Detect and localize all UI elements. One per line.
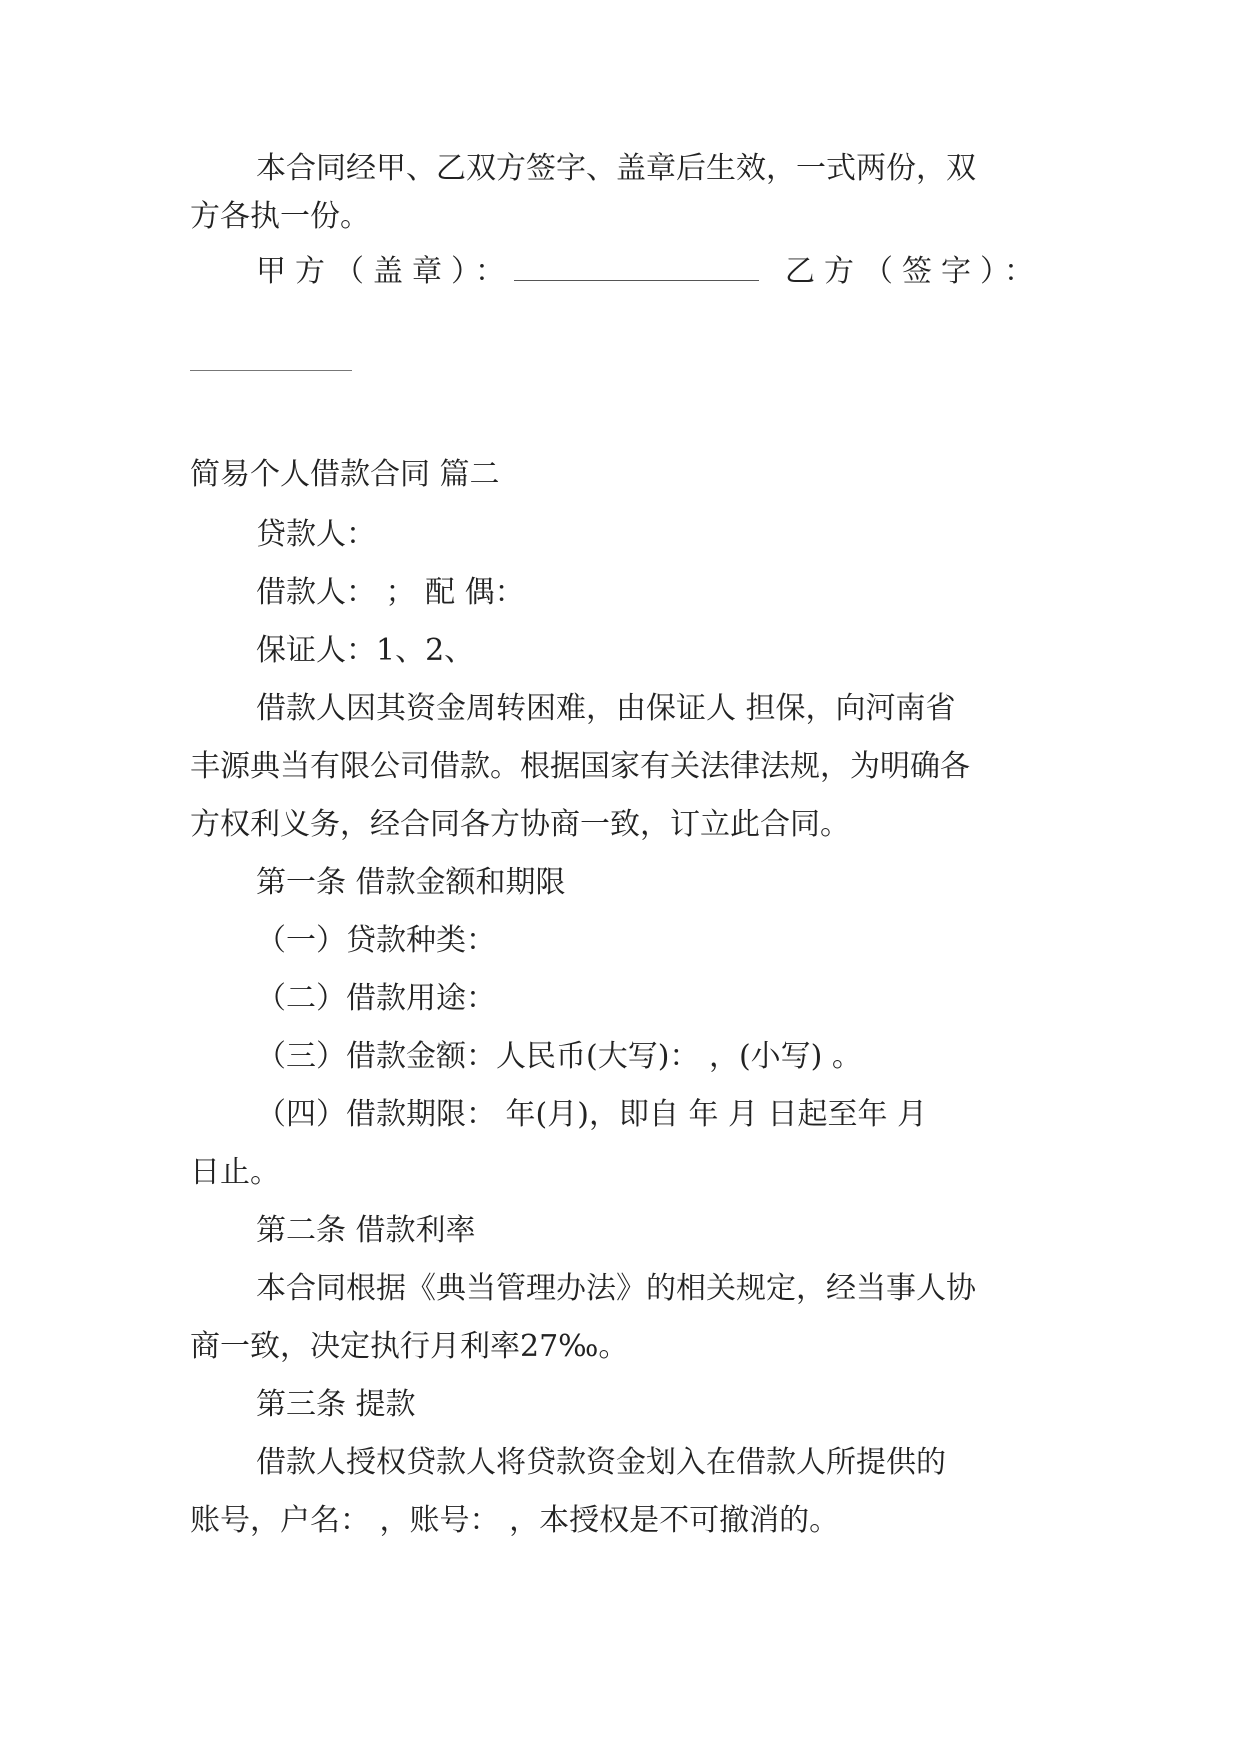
article-3-line-1: 借款人授权贷款人将贷款资金划入在借款人所提供的 — [256, 1445, 946, 1480]
article-3-heading: 第三条 提款 — [256, 1387, 416, 1422]
party-a-signature-blank — [514, 252, 759, 281]
article-1-heading: 第一条 借款金额和期限 — [256, 865, 566, 900]
article-2-line-2: 商一致，决定执行月利率27‰。 — [190, 1329, 629, 1364]
article-1-item-4-line-2: 日止。 — [190, 1155, 280, 1190]
article-3-line-2: 账号，户名： ，账号： ，本授权是不可撤消的。 — [190, 1503, 840, 1538]
section-title: 简易个人借款合同 篇二 — [190, 457, 500, 492]
article-1-item-2: （二）借款用途： — [256, 981, 496, 1016]
intro-line-1: 本合同经甲、乙双方签字、盖章后生效，一式两份，双 — [256, 151, 976, 186]
party-a-label: 甲方（盖章）： — [256, 254, 514, 289]
article-1-item-4-line-1: （四）借款期限： 年(月)，即自 年 月 日起至年 月 — [256, 1097, 928, 1132]
guarantor-line: 保证人：1、2、 — [256, 633, 475, 668]
article-1-item-3: （三）借款金额：人民币(大写)： ，(小写) 。 — [256, 1039, 862, 1074]
borrower-line: 借款人： ； 配 偶： — [256, 575, 525, 610]
preamble-line-1: 借款人因其资金周转困难，由保证人 担保，向河南省 — [256, 691, 956, 726]
article-2-line-1: 本合同根据《典当管理办法》的相关规定，经当事人协 — [256, 1271, 976, 1306]
signature-row — [256, 252, 1056, 291]
preamble-line-3: 方权利义务，经合同各方协商一致，订立此合同。 — [190, 807, 850, 842]
party-b-label: 乙方（签字）： — [785, 254, 1043, 289]
preamble-line-2: 丰源典当有限公司借款。根据国家有关法律法规，为明确各 — [190, 749, 970, 784]
party-b-signature-blank — [190, 370, 352, 371]
intro-line-2: 方各执一份。 — [190, 199, 370, 234]
article-2-heading: 第二条 借款利率 — [256, 1213, 476, 1248]
lender-line: 贷款人： — [256, 517, 376, 552]
article-1-item-1: （一）贷款种类： — [256, 923, 496, 958]
